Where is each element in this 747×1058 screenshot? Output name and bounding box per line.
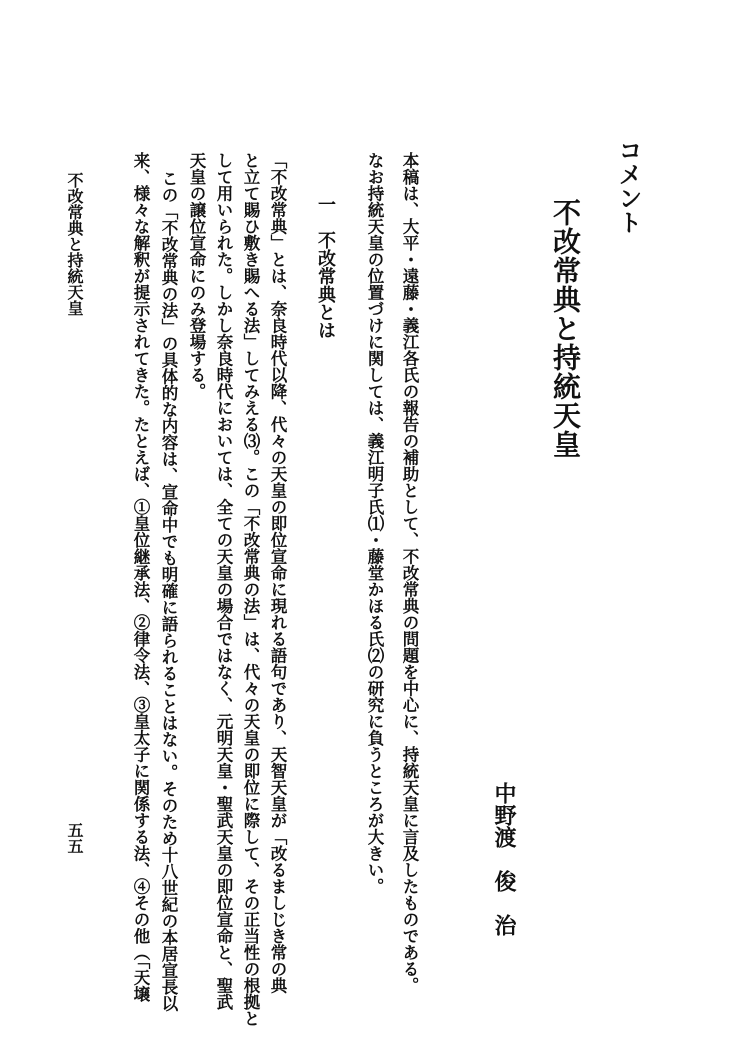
intro-line: 本稿は、大平・遠藤・義江各氏の報告の補助として、不改常典の問題を中心に、持統天皇に言及したものである。 (400, 152, 419, 994)
author-family-name: 中野渡 (491, 782, 516, 848)
body-line: 来、様々な解釈が提示されてきた。たとえば、①皇位継承法、②律令法、③皇太子に関係する法、④その他（「天壌 (131, 152, 150, 1002)
running-title: 不改常典と持統天皇 (65, 172, 84, 316)
page-title: 不改常典と持統天皇 (549, 198, 582, 459)
page-number: 五五 (65, 822, 84, 854)
body-line: この「不改常典の法」の具体的な内容は、宣命中でも明確に語られることはない。そのため十八世紀の本居宣長以 (159, 170, 178, 1012)
body-line: 「不改常典」とは、奈良時代以降、代々の天皇の即位宣命に現れる語句であり、天智天皇が「改るましじき常の典 (268, 152, 287, 994)
intro-line: なお持統天皇の位置づけに関しては、義江明子氏⑴・藤堂かほる氏⑵の研究に負うところが大きい。 (365, 152, 384, 895)
section-label: コメント (614, 138, 642, 234)
section-heading: 一 不改常典とは (315, 195, 336, 339)
body-line: と立て賜ひ敷き賜へる法」してみえる⑶。この「不改常典の法」は、代々の天皇の即位に際して、その正当性の根拠と (241, 152, 260, 1027)
body-line: して用いられた。しかし奈良時代においては、全ての天皇の場合ではなく、元明天皇・聖武天皇の即位宣命と、聖武 (214, 152, 233, 1010)
body-line: 天皇の譲位宣命にのみ登場する。 (187, 152, 206, 400)
author-given-name: 俊 治 (491, 870, 516, 936)
